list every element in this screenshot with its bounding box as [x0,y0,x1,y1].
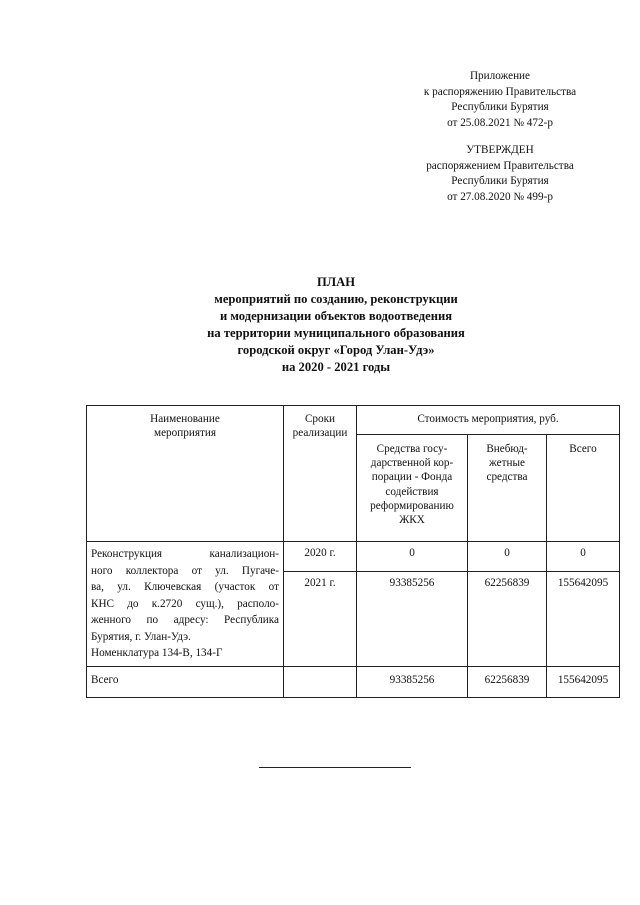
total-extra-cell: 62256839 [468,666,547,697]
header-fund [357,435,468,542]
header-text: Внебюд- [486,443,528,455]
title-line-1: ПЛАН [316,275,356,289]
event-text: КНС до к.2720 сущ.), располо- [91,597,279,610]
extra-cell: 0 [468,542,547,572]
title-line-3: и модернизации объектов водоотведения [219,309,453,323]
header-text: порации - Фонда [371,471,453,484]
header-text: средства [486,471,528,484]
event-text: женного по адресу: Республика [91,614,279,626]
total-row [87,666,620,697]
title-line-5: городской округ «Город Улан-Удэ» [237,343,435,357]
header-row-1 [87,406,620,435]
header-text: реализации [292,427,348,440]
empty-cell [284,666,357,697]
total-fund-cell: 93385256 [357,666,468,697]
plan-table [86,405,620,698]
event-description [87,542,284,667]
appendix-reference [385,69,615,131]
approval-stamp [385,143,615,205]
event-text: ного коллектора от ул. Пугаче- [91,564,279,577]
header-text: Сроки [304,413,336,425]
header-text: реформированию [370,499,454,512]
event-text: Реконструкция канализацион- [91,548,279,560]
header-text: жетные [489,457,525,470]
event-text: Номенклатура 134-В, 134-Г [91,647,223,659]
approved-line-2: распоряжением Правительства [426,159,574,172]
header-extrabudgetary [468,435,547,542]
header-event-name [87,406,284,542]
event-text: Бурятия, г. Улан-Удэ. [91,630,191,643]
header-terms [284,406,357,542]
header-text: ЖКХ [399,514,425,527]
header-text: мероприятия [154,427,216,440]
approved-line-4: от 27.08.2020 № 499-р [447,190,553,203]
approved-line-1: УТВЕРЖДЕН [466,144,534,156]
extra-cell: 62256839 [468,571,547,666]
year-cell: 2020 г. [284,542,357,572]
document-title [100,274,572,376]
approved-line-3: Республики Бурятия [451,175,549,187]
fund-cell: 93385256 [357,571,468,666]
header-text: дарственной кор- [370,457,454,470]
table-row [87,542,620,572]
total-label: Всего [87,666,284,697]
header-total: Всего [547,435,620,542]
event-text: ва, ул. Ключевская (участок от [91,581,279,593]
appendix-line-4: от 25.08.2021 № 472-р [447,116,553,129]
total-cell: 0 [547,542,620,572]
appendix-line-1: Приложение [469,70,531,82]
title-line-6: на 2020 - 2021 годы [281,360,391,374]
year-cell: 2021 г. [284,571,357,666]
fund-cell: 0 [357,542,468,572]
title-line-2: мероприятий по созданию, реконструкции [214,292,458,306]
title-line-4: на территории муниципального образования [207,326,465,340]
appendix-line-3: Республики Бурятия [451,101,549,113]
grand-total-cell: 155642095 [547,666,620,697]
header-text: Наименование [150,413,220,425]
header-text: Средства госу- [376,443,448,455]
end-divider [259,767,411,768]
appendix-line-2: к распоряжению Правительства [423,85,577,98]
header-cost: Стоимость мероприятия, руб. [357,406,620,435]
total-cell: 155642095 [547,571,620,666]
header-text: содействия [385,485,439,498]
